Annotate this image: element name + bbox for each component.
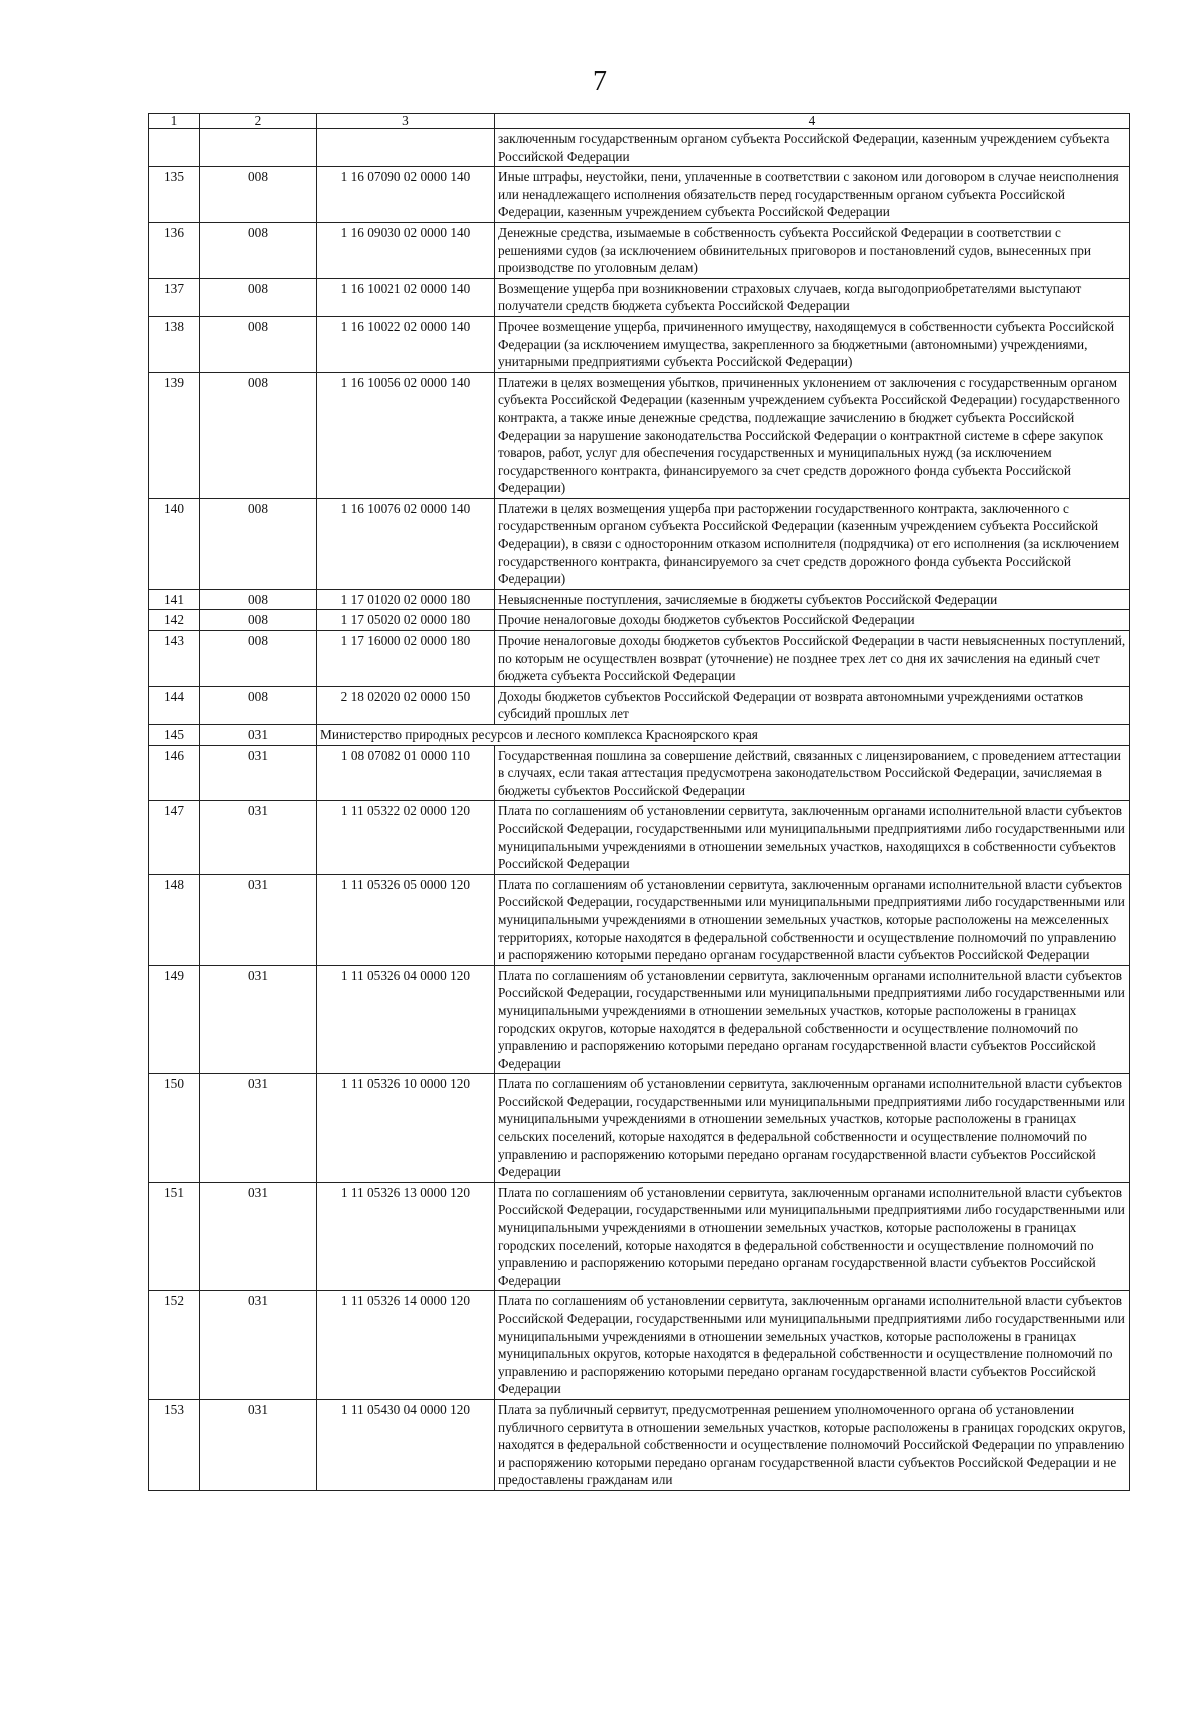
revenue-description: Прочее возмещение ущерба, причиненного имуществу, находящемуся в собственности субъекта Российской Федерации (за исключением имущества, закрепленного за бюджетными (автономными) учреждениями, унитарными предприятиями субъекта Российской Федерации) (495, 316, 1130, 372)
revenue-description: Денежные средства, изымаемые в собственность субъекта Российской Федерации в соответствии с решениями судов (за исключением обвинительных приговоров и постановлений судов, вынесенных при производстве по уголовным делам) (495, 222, 1130, 278)
revenue-description: Платежи в целях возмещения ущерба при расторжении государственного контракта, заключенного с государственным органом субъекта Российской Федерации (казенным учреждением субъекта Российской Федерации), в связи с односторонним отказом исполнителя (подрядчика) от его исполнения (за исключением государственного контракта, финансируемого за счет средств дорожного фонда субъекта Российской Федерации) (495, 498, 1130, 589)
revenue-description: Невыясненные поступления, зачисляемые в бюджеты субъектов Российской Федерации (495, 589, 1130, 610)
admin-code: 008 (200, 222, 317, 278)
budget-classification-code: 1 16 10022 02 0000 140 (317, 316, 495, 372)
budget-classification-code: 1 11 05326 04 0000 120 (317, 965, 495, 1074)
admin-code: 031 (200, 725, 317, 746)
table-row (149, 965, 1130, 1074)
row-number: 153 (149, 1399, 200, 1490)
table-row (149, 372, 1130, 498)
table-row (149, 316, 1130, 372)
budget-classification-code: 1 11 05322 02 0000 120 (317, 801, 495, 874)
column-header-2: 2 (200, 114, 317, 129)
budget-classification-code: 1 16 10021 02 0000 140 (317, 278, 495, 316)
table-row (149, 498, 1130, 589)
budget-classification-code: 1 17 05020 02 0000 180 (317, 610, 495, 631)
revenue-description: Возмещение ущерба при возникновении страховых случаев, когда выгодоприобретателями выступают получатели средств бюджета субъекта Российской Федерации (495, 278, 1130, 316)
row-number: 137 (149, 278, 200, 316)
table-row (149, 874, 1130, 965)
budget-classification-code: 1 17 01020 02 0000 180 (317, 589, 495, 610)
admin-code: 031 (200, 1291, 317, 1400)
table-row (149, 801, 1130, 874)
admin-code: 008 (200, 498, 317, 589)
continuation-row (149, 129, 1130, 167)
admin-code: 008 (200, 167, 317, 223)
budget-classification-code: 1 16 09030 02 0000 140 (317, 222, 495, 278)
budget-classification-code: 1 11 05326 05 0000 120 (317, 874, 495, 965)
row-number: 148 (149, 874, 200, 965)
budget-classification-code: 1 11 05326 10 0000 120 (317, 1074, 495, 1183)
empty-cell (317, 129, 495, 167)
revenue-description: Плата по соглашениям об установлении сервитута, заключенным органами исполнительной власти субъектов Российской Федерации, государственными или муниципальными предприятиями либо государственными или муниципальными учреждениями в отношении земельных участков, которые расположены в границах муниципальных округов, которые находятся в федеральной собственности и осуществление полномочий по управлению и распоряжению которыми передано органам государственной власти субъектов Российской Федерации (495, 1291, 1130, 1400)
table-row (149, 1182, 1130, 1291)
column-header-4: 4 (495, 114, 1130, 129)
revenue-description: Прочие неналоговые доходы бюджетов субъектов Российской Федерации (495, 610, 1130, 631)
admin-code: 031 (200, 1399, 317, 1490)
table-body (149, 129, 1130, 1491)
row-number: 136 (149, 222, 200, 278)
row-number: 147 (149, 801, 200, 874)
admin-code: 031 (200, 801, 317, 874)
budget-classification-code: 1 11 05430 04 0000 120 (317, 1399, 495, 1490)
budget-classification-code: 1 11 05326 13 0000 120 (317, 1182, 495, 1291)
revenue-codes-table (148, 113, 1130, 1491)
admin-code: 008 (200, 278, 317, 316)
row-number: 143 (149, 631, 200, 687)
page-number: 7 (593, 66, 607, 97)
row-number: 141 (149, 589, 200, 610)
table-row (149, 1291, 1130, 1400)
admin-code: 008 (200, 316, 317, 372)
row-number: 135 (149, 167, 200, 223)
row-number: 142 (149, 610, 200, 631)
empty-cell (200, 129, 317, 167)
revenue-description: Плата по соглашениям об установлении сервитута, заключенным органами исполнительной власти субъектов Российской Федерации, государственными или муниципальными предприятиями либо государственными или муниципальными учреждениями в отношении земельных участков, которые расположены в границах сельских поселений, которые находятся в федеральной собственности и осуществление полномочий по управлению и распоряжению которыми передано органам государственной власти субъектов Российской Федерации (495, 1074, 1130, 1183)
revenue-description: Плата за публичный сервитут, предусмотренная решением уполномоченного органа об установлении публичного сервитута в отношении земельных участков, которые расположены в границах городских округов, находятся в федеральной собственности и осуществление полномочий Российской Федерации по управлению и распоряжению которыми передано органам государственной власти субъектов Российской Федерации и не предоставлены гражданам или (495, 1399, 1130, 1490)
admin-code: 031 (200, 965, 317, 1074)
admin-code: 008 (200, 686, 317, 724)
admin-code: 008 (200, 610, 317, 631)
admin-code: 031 (200, 1182, 317, 1291)
budget-classification-code: 2 18 02020 02 0000 150 (317, 686, 495, 724)
row-number: 151 (149, 1182, 200, 1291)
row-number: 139 (149, 372, 200, 498)
budget-classification-code: 1 11 05326 14 0000 120 (317, 1291, 495, 1400)
admin-code: 031 (200, 745, 317, 801)
budget-classification-code: 1 16 10076 02 0000 140 (317, 498, 495, 589)
row-number: 144 (149, 686, 200, 724)
empty-cell (149, 129, 200, 167)
admin-code: 031 (200, 1074, 317, 1183)
revenue-description: Платежи в целях возмещения убытков, причиненных уклонением от заключения с государственным органом субъекта Российской Федерации (казенным учреждением субъекта Российской Федерации) государственного контракта, а также иные денежные средства, подлежащие зачислению в бюджет субъекта Российской Федерации за нарушение законодательства Российской Федерации о контрактной системе в сфере закупок товаров, работ, услуг для обеспечения государственных и муниципальных нужд (за исключением государственного контракта, финансируемого за счет средств дорожного фонда субъекта Российской Федерации) (495, 372, 1130, 498)
revenue-description: Плата по соглашениям об установлении сервитута, заключенным органами исполнительной власти субъектов Российской Федерации, государственными или муниципальными предприятиями либо государственными или муниципальными учреждениями в отношении земельных участков, которые расположены на межселенных территориях, которые находятся в федеральной собственности и осуществление полномочий по управлению и распоряжению которыми передано органам государственной власти субъектов Российской Федерации (495, 874, 1130, 965)
table-row (149, 745, 1130, 801)
table-row (149, 610, 1130, 631)
budget-classification-code: 1 16 07090 02 0000 140 (317, 167, 495, 223)
row-number: 146 (149, 745, 200, 801)
column-header-3: 3 (317, 114, 495, 129)
row-number: 149 (149, 965, 200, 1074)
revenue-description: Доходы бюджетов субъектов Российской Федерации от возврата автономными учреждениями остатков субсидий прошлых лет (495, 686, 1130, 724)
revenue-description: Государственная пошлина за совершение действий, связанных с лицензированием, с проведением аттестации в случаях, если такая аттестация предусмотрена законодательством Российской Федерации, зачисляемая в бюджеты субъектов Российской Федерации (495, 745, 1130, 801)
revenue-description: Плата по соглашениям об установлении сервитута, заключенным органами исполнительной власти субъектов Российской Федерации, государственными или муниципальными предприятиями либо государственными или муниципальными учреждениями в отношении земельных участков, которые расположены в границах городских поселений, которые находятся в федеральной собственности и осуществление полномочий по управлению и распоряжению которыми передано органам государственной власти субъектов Российской Федерации (495, 1182, 1130, 1291)
admin-code: 008 (200, 631, 317, 687)
row-number: 145 (149, 725, 200, 746)
revenue-description: Плата по соглашениям об установлении сервитута, заключенным органами исполнительной власти субъектов Российской Федерации, государственными или муниципальными предприятиями либо государственными или муниципальными учреждениями в отношении земельных участков, находящихся в собственности субъектов Российской Федерации (495, 801, 1130, 874)
budget-classification-code: 1 16 10056 02 0000 140 (317, 372, 495, 498)
column-header-1: 1 (149, 114, 200, 129)
row-number: 150 (149, 1074, 200, 1183)
admin-code: 008 (200, 372, 317, 498)
continuation-description: заключенным государственным органом субъекта Российской Федерации, казенным учреждением субъекта Российской Федерации (495, 129, 1130, 167)
table-row (149, 222, 1130, 278)
table-row (149, 1399, 1130, 1490)
section-row (149, 725, 1130, 746)
table-row (149, 1074, 1130, 1183)
table-row (149, 631, 1130, 687)
table-header-row (149, 114, 1130, 129)
table-row (149, 686, 1130, 724)
revenue-description: Плата по соглашениям об установлении сервитута, заключенным органами исполнительной власти субъектов Российской Федерации, государственными или муниципальными предприятиями либо государственными или муниципальными учреждениями в отношении земельных участков, которые расположены в границах городских округов, которые находятся в федеральной собственности и осуществление полномочий по управлению и распоряжению которыми передано органам государственной власти субъектов Российской Федерации (495, 965, 1130, 1074)
row-number: 140 (149, 498, 200, 589)
section-title: Министерство природных ресурсов и лесного комплекса Красноярского края (317, 725, 1130, 746)
table-row (149, 167, 1130, 223)
table-row (149, 589, 1130, 610)
budget-classification-code: 1 17 16000 02 0000 180 (317, 631, 495, 687)
revenue-description: Иные штрафы, неустойки, пени, уплаченные в соответствии с законом или договором в случае неисполнения или ненадлежащего исполнения обязательств перед государственным органом субъекта Российской Федерации, казенным учреждением субъекта Российской Федерации (495, 167, 1130, 223)
admin-code: 031 (200, 874, 317, 965)
row-number: 138 (149, 316, 200, 372)
row-number: 152 (149, 1291, 200, 1400)
admin-code: 008 (200, 589, 317, 610)
budget-classification-code: 1 08 07082 01 0000 110 (317, 745, 495, 801)
revenue-description: Прочие неналоговые доходы бюджетов субъектов Российской Федерации в части невыясненных поступлений, по которым не осуществлен возврат (уточнение) не позднее трех лет со дня их зачисления на единый счет бюджета субъекта Российской Федерации (495, 631, 1130, 687)
table-row (149, 278, 1130, 316)
